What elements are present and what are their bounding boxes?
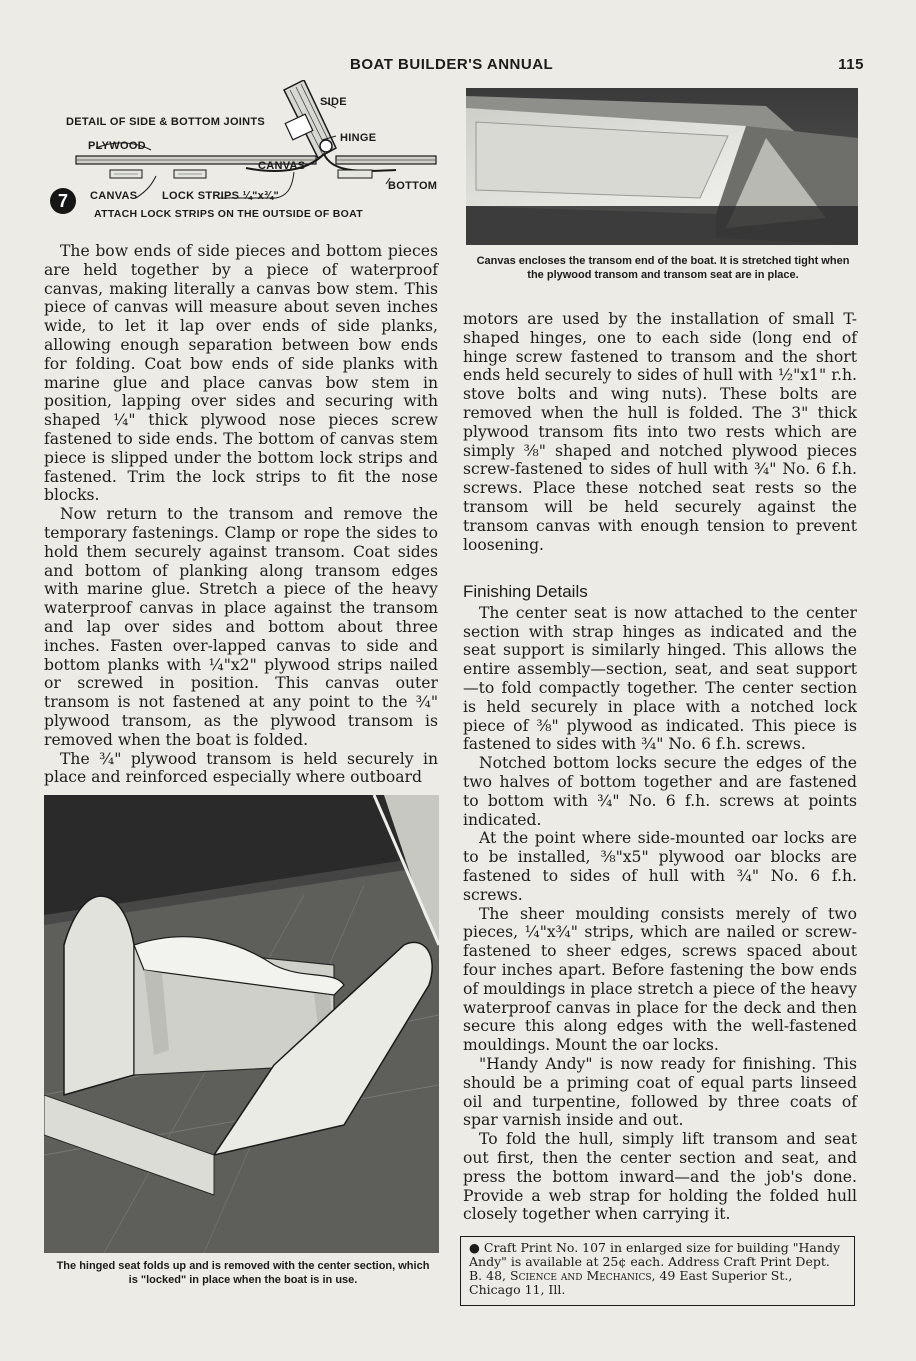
left-column-text — [44, 242, 438, 787]
diagram-note: ATTACH LOCK STRIPS ON THE OUTSIDE OF BOAT — [94, 208, 363, 220]
paragraph: motors are used by the installation of small T-shaped hinges, one to each side (long end of hinge screw fastened to transom and the short ends held securely to sides of hull with ½"x1" r.h. stove bolts and wing nuts). These bolts are removed when the hull is folded. The 3" thick plywood transom fits into two rests which are simply ⅜" shaped and notched plywood pieces screw-fastened to sides of hull with ¾" No. 6 f.h. screws. Place these notched seat rests so the transom will be held securely against the transom canvas with enough tension to prevent loosening. — [463, 310, 857, 554]
paragraph: The center seat is now attached to the center section with strap hinges as indicated and the seat support is similarly hinged. This allows the entire assembly—section, seat, and seat support—to fold compactly together. The center section is held securely in place with a notched lock piece of ⅜" plywood as indicated. This piece is fastened to sides with ¾" No. 6 f.h. screws. — [463, 603, 857, 754]
paragraph: "Handy Andy" is now ready for finishing. This should be a priming coat of equal parts linseed oil and turpentine, followed by three coats of spar varnish inside and out. — [463, 1054, 857, 1130]
section-heading: Finishing Details — [463, 582, 588, 601]
hinged-seat-photo-image — [44, 795, 439, 1253]
label-bottom: BOTTOM — [388, 180, 438, 192]
label-hinge: HINGE — [340, 132, 377, 144]
note-text-end: , 49 East Superior St., Chicago 11, Ill. — [469, 1268, 793, 1297]
paragraph: Notched bottom locks secure the edges of the two halves of bottom together and are fastened to bottom with ¾" No. 6 f.h. screws at points indicated. — [463, 754, 857, 829]
label-lock-strips: LOCK STRIPS ¼"x¾" — [162, 190, 280, 202]
transom-photo-caption: Canvas encloses the transom end of the boat. It is stretched tight when the plywood transom and transom seat are in place. — [476, 255, 850, 281]
paragraph: To fold the hull, simply lift transom and seat out first, then the center section and seat, and press the bottom inward—and the job's done. Provide a web strap for holding the folded hull closely together when carrying it. — [463, 1130, 857, 1224]
paragraph: The ¾" plywood transom is held securely in place and reinforced especially where outboard — [44, 749, 438, 787]
right-column-text-top — [463, 310, 857, 554]
label-canvas-left: CANVAS — [90, 190, 138, 202]
hinged-seat-photo — [44, 795, 439, 1253]
lock-strip-shapes — [110, 170, 372, 178]
label-side: SIDE — [320, 96, 347, 108]
right-column-text-bottom — [463, 581, 857, 1224]
paragraph: The sheer moulding consists merely of two pieces, ¼"x¾" strips, which are nailed or screw-fastened to sheer edges, screws spaced about four inches apart. Before fastening the bow ends of mouldings in place stretch a piece of the heavy waterproof canvas in place for the deck and then secure this along edges with the well-fastened mouldings. Mount the oar locks. — [463, 904, 857, 1055]
running-title: BOAT BUILDER'S ANNUAL — [350, 56, 554, 73]
paragraph: At the point where side-mounted oar locks are to be installed, ⅜"x5" plywood oar blocks are fastened to sides of hull with ¾" No. 6 f.h. screws. — [463, 829, 857, 904]
joint-detail-diagram — [36, 80, 446, 230]
diagram-title: DETAIL OF SIDE & BOTTOM JOINTS — [66, 116, 266, 128]
paragraph: Now return to the transom and remove the temporary fastenings. Clamp or rope the sides to hold them securely against transom. Coat sides and bottom of planking along transom edges with marine glue. Stretch a piece of the heavy waterproof canvas in place against the transom and lap over sides and bottom about three inches. Fasten over-lapped canvas to side and bottom planks with ¼"x2" plywood strips nailed or screwed in position. This canvas outer transom is not fastened at any point to the ¾" plywood transom, as the plywood transom is removed when the boat is folded. — [44, 505, 438, 749]
label-plywood: PLYWOOD — [88, 140, 146, 152]
label-canvas-mid: CANVAS — [258, 160, 306, 172]
page-number: 115 — [838, 56, 864, 73]
craft-print-note — [460, 1236, 855, 1306]
bullet-icon: ● — [469, 1240, 480, 1255]
transom-photo-image — [466, 88, 858, 245]
hinged-seat-caption: The hinged seat folds up and is removed with the center section, which is "locked" in place when the boat is in use. — [56, 1260, 430, 1286]
paragraph: The bow ends of side pieces and bottom pieces are held together by a piece of waterproof canvas, making literally a canvas bow stem. This piece of canvas will measure about seven inches wide, to let it lap over ends of side planks, allowing enough separation between bow ends for folding. Coat bow ends of side planks with marine glue and place canvas bow stem in position, lapping over sides and securing with shaped ¼" thick plywood nose pieces screw fastened to side ends. The bottom of canvas stem piece is slipped under the bottom lock strips and fastened. Trim the lock strips to fit the nose blocks. — [44, 242, 438, 505]
publication-name: Science and Mechanics — [510, 1268, 652, 1283]
note-text-start: Craft Print No. 107 in enlarged size for building "Handy Andy" is available at 25¢ each. Address Craft Print Dept. B. 48, — [469, 1240, 841, 1283]
figure-number-badge: 7 — [50, 188, 76, 214]
transom-canvas-photo — [466, 88, 858, 245]
